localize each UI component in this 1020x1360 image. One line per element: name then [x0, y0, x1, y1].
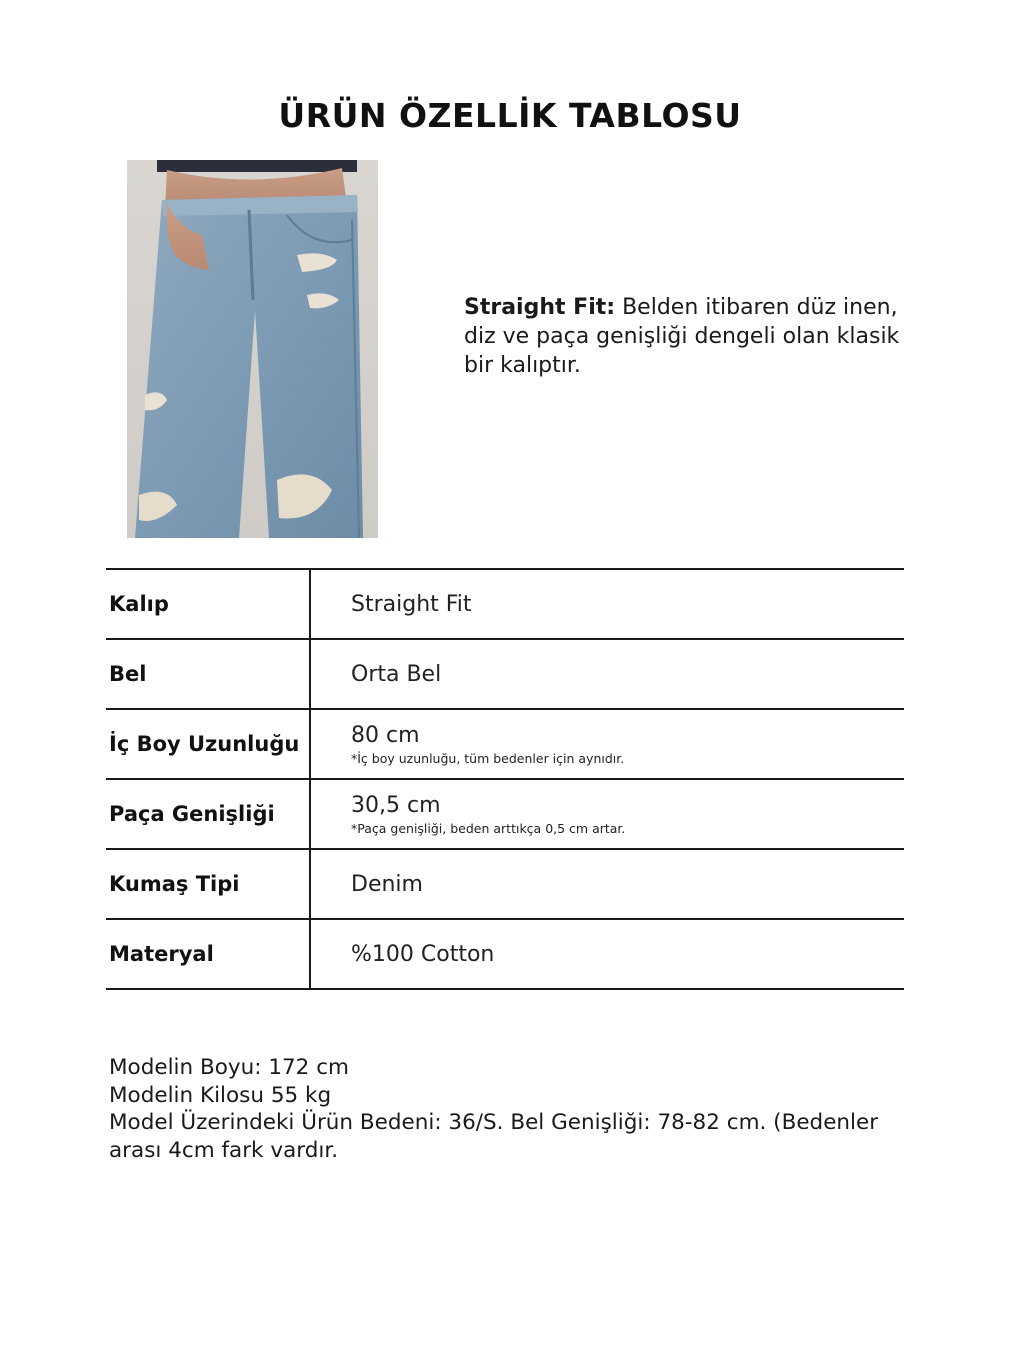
spec-label: Materyal	[106, 919, 310, 989]
spec-value: Straight Fit	[351, 591, 472, 617]
spec-row	[106, 779, 904, 849]
spec-note: *İç boy uzunluğu, tüm bedenler için aynıdır.	[351, 750, 625, 766]
model-height: Modelin Boyu: 172 cm	[109, 1055, 349, 1080]
spec-label: Kalıp	[106, 569, 310, 639]
spec-label: Bel	[106, 639, 310, 709]
jeans-illustration	[127, 160, 378, 538]
spec-value: %100 Cotton	[351, 941, 495, 967]
spec-value-cell	[310, 919, 904, 989]
spec-table	[106, 568, 904, 990]
spec-value-cell	[310, 709, 904, 779]
spec-value-cell	[310, 639, 904, 709]
model-weight: Modelin Kilosu 55 kg	[109, 1082, 332, 1108]
fit-label: Straight Fit:	[464, 295, 616, 320]
spec-note: *Paça genişliği, beden arttıkça 0,5 cm artar.	[351, 820, 626, 836]
fit-description	[464, 293, 914, 380]
spec-value-cell	[310, 569, 904, 639]
spec-row	[106, 849, 904, 919]
spec-value: 30,5 cm	[351, 792, 441, 818]
fit-text: Belden itibaren düz inen, diz ve paça genişliği dengeli olan klasik bir kalıptır.	[464, 295, 900, 378]
spec-value: Orta Bel	[351, 661, 442, 687]
spec-row	[106, 709, 904, 779]
spec-value: 80 cm	[351, 722, 420, 748]
spec-row	[106, 569, 904, 639]
page-title: ÜRÜN ÖZELLİK TABLOSU	[278, 96, 742, 135]
spec-value-cell	[310, 779, 904, 849]
spec-label: Kumaş Tipi	[106, 849, 310, 919]
spec-value: Denim	[351, 871, 423, 897]
model-size: Model Üzerindeki Ürün Bedeni: 36/S. Bel Genişliği: 78-82 cm. (Bedenler arası 4cm fark vardır.	[109, 1110, 879, 1163]
spec-label: İç Boy Uzunluğu	[106, 709, 310, 779]
spec-row	[106, 639, 904, 709]
spec-label: Paça Genişliği	[106, 779, 310, 849]
product-photo	[127, 160, 378, 538]
spec-row	[106, 919, 904, 989]
spec-value-cell	[310, 849, 904, 919]
model-info	[109, 1054, 909, 1164]
